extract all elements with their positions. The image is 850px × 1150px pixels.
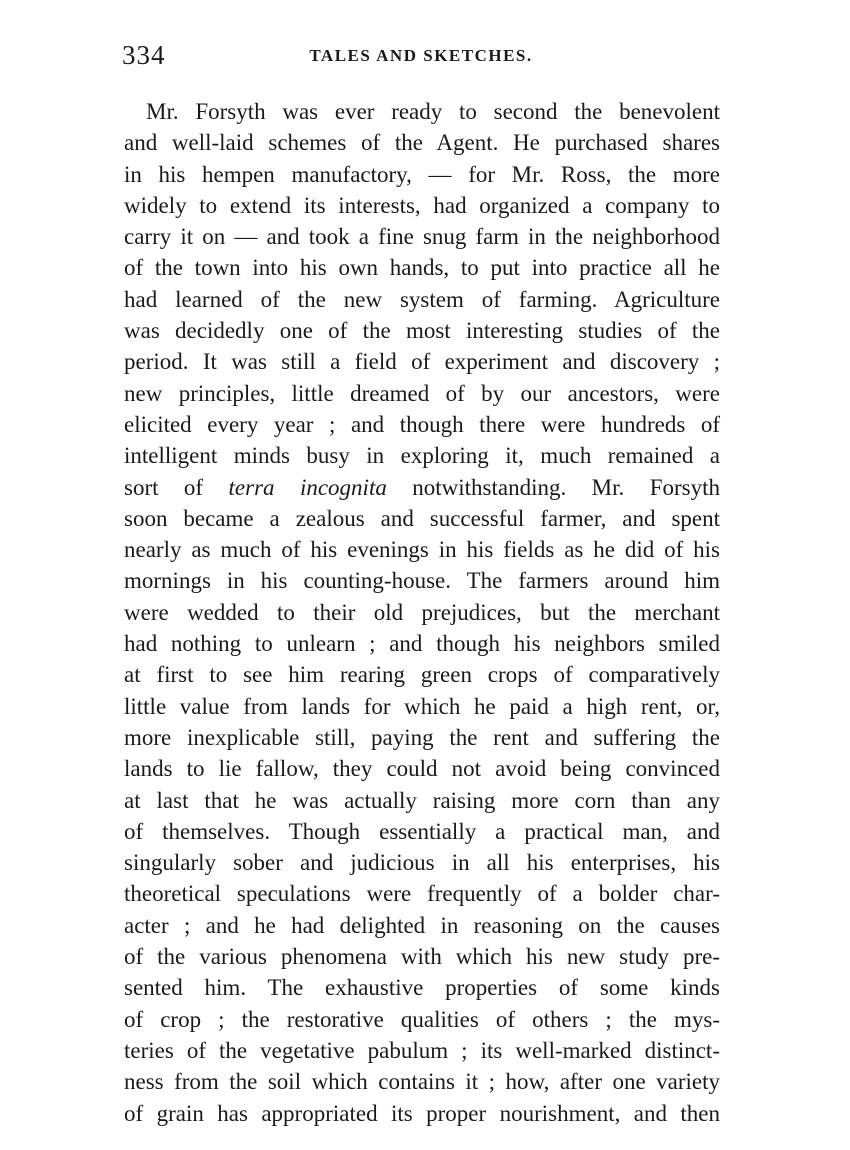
text-line: had nothing to unlearn ; and though his neighbors smiled: [124, 631, 720, 657]
text-line: theoretical speculations were frequently of a bolder char-: [124, 881, 720, 907]
page-number: 334: [122, 40, 166, 70]
text-line: of the town into his own hands, to put into practice all he: [124, 255, 720, 281]
text-line: and well-laid schemes of the Agent. He purchased shares: [124, 130, 720, 156]
text-line: period. It was still a field of experiment and discovery ;: [124, 349, 720, 375]
text-line: of the various phenomena with which his new study pre-: [124, 944, 720, 970]
text-line: were wedded to their old prejudices, but the merchant: [124, 599, 720, 625]
text-line: of themselves. Though essentially a practical man, and: [124, 818, 720, 844]
text-line: carry it on — and took a fine snug farm in the neighborhood: [124, 224, 720, 250]
text-line: in his hempen manufactory, — for Mr. Ross, the more: [124, 161, 720, 187]
body-paragraph: [124, 96, 720, 1129]
text-line: acter ; and he had delighted in reasoning on the causes: [124, 912, 720, 938]
text-line: teries of the vegetative pabulum ; its well-marked distinct-: [124, 1037, 720, 1063]
text-line: was decidedly one of the most interesting studies of the: [124, 318, 720, 344]
text-line: more inexplicable still, paying the rent and suffering the: [124, 724, 720, 750]
running-title: TALES AND SKETCHES.: [309, 46, 533, 65]
text-line: elicited every year ; and though there were hundreds of: [124, 411, 720, 437]
page-header: [122, 40, 720, 70]
text-line: new principles, little dreamed of by our ancestors, were: [124, 380, 720, 406]
text-line-with-italic: [124, 472, 720, 503]
text-run: sort of: [124, 474, 229, 500]
text-line: ness from the soil which contains it ; how, after one variety: [124, 1069, 720, 1095]
text-run: notwithstanding. Mr. Forsyth: [386, 474, 720, 500]
text-line: widely to extend its interests, had organized a company to: [124, 192, 720, 218]
text-line: singularly sober and judicious in all his enterprises, his: [124, 850, 720, 876]
text-line: at last that he was actually raising more corn than any: [124, 787, 720, 813]
text-line: nearly as much of his evenings in his fields as he did of his: [124, 537, 720, 563]
text-line: mornings in his counting-house. The farmers around him: [124, 568, 720, 594]
text-line: of grain has appropriated its proper nourishment, and then: [124, 1100, 720, 1126]
text-line: of crop ; the restorative qualities of others ; the mys-: [124, 1006, 720, 1032]
text-line: at first to see him rearing green crops of comparatively: [124, 662, 720, 688]
text-line: soon became a zealous and successful farmer, and spent: [124, 505, 720, 531]
text-line: little value from lands for which he paid a high rent, or,: [124, 693, 720, 719]
text-line: intelligent minds busy in exploring it, much remained a: [124, 443, 720, 469]
text-line: Mr. Forsyth was ever ready to second the benevolent: [146, 99, 720, 124]
text-line: had learned of the new system of farming. Agriculture: [124, 286, 720, 312]
text-line: lands to lie fallow, they could not avoid being convinced: [124, 756, 720, 782]
text-line: sented him. The exhaustive properties of some kinds: [124, 975, 720, 1001]
italic-phrase: terra incognita: [228, 474, 387, 500]
